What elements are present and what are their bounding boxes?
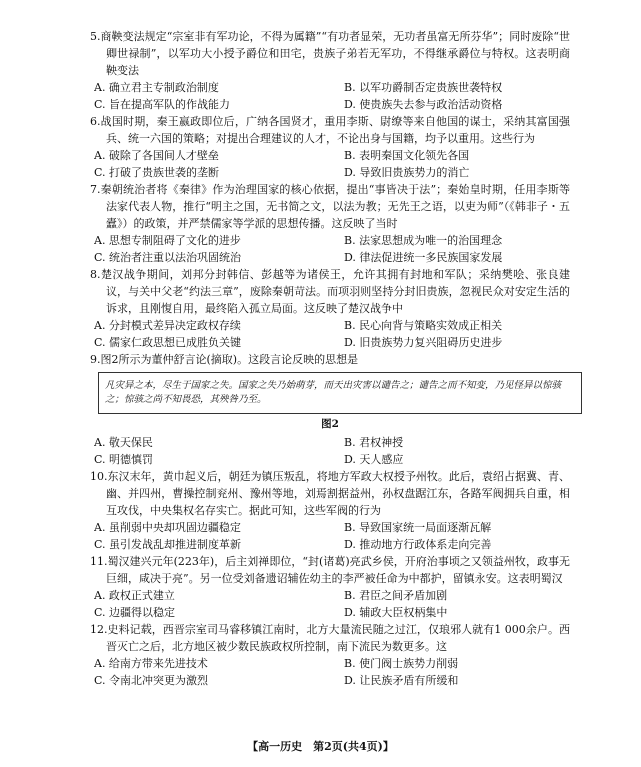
quote-box: 凡灾异之本，尽生于国家之失。国家之失乃始萌芽，而天出灾害以谴告之；谴告之而不知变，乃见怪异以惊骇之；惊骇之尚不知畏恐，其殃咎乃至。 (98, 372, 582, 414)
option-d[interactable]: D. 让民族矛盾有所缓和 (344, 674, 459, 687)
options (90, 655, 570, 689)
option-c[interactable]: C. 虽引发战乱却推进制度革新 (94, 538, 242, 551)
option-a[interactable]: A. 确立君主专制政治制度 (94, 81, 219, 94)
question-stem: 9.图2所示为董仲舒言论(摘取)。这段言论反映的思想是 (90, 353, 359, 366)
option-a[interactable]: A. 思想专制阻碍了文化的进步 (94, 234, 241, 247)
option-d[interactable]: D. 天人感应 (344, 453, 404, 466)
option-a[interactable]: A. 虽削弱中央却巩固边疆稳定 (94, 521, 241, 534)
option-d[interactable]: D. 辅政大臣权柄集中 (344, 606, 448, 619)
question-9 (90, 351, 570, 468)
option-d[interactable]: D. 旧贵族势力复兴阻碍历史进步 (344, 336, 503, 349)
option-c[interactable]: C. 明德慎罚 (94, 453, 154, 466)
option-d[interactable]: D. 使贵族失去参与政治活动资格 (344, 98, 503, 111)
question-stem: 5.商鞅变法规定“宗室非有军功论，不得为属籍”“有功者显荣，无功者虽富无所芬华”；同时废除“世卿世禄制”，以军功大小授予爵位和田宅，贵族子弟若无军功，不得继承爵位与特权。这表明商鞅变法 (90, 30, 570, 77)
question-12 (90, 621, 570, 689)
option-b[interactable]: B. 导致国家统一局面逐渐瓦解 (344, 521, 492, 534)
question-6 (90, 113, 570, 181)
option-c[interactable]: C. 令南北冲突更为激烈 (94, 674, 209, 687)
options (90, 147, 570, 181)
question-stem: 11.蜀汉建兴元年(223年)，后主刘禅即位，“封(诸葛)亮武乡侯，开府治事顷之又领益州牧，政事无巨细，咸决于亮”。另一位受刘备遗诏辅佐幼主的李严被任命为中都护，留镇永安。这表明蜀汉 (90, 555, 570, 585)
question-7 (90, 181, 570, 266)
option-b[interactable]: B. 民心向背与策略实效成正相关 (344, 319, 503, 332)
options (90, 79, 570, 113)
option-a[interactable]: A. 给南方带来先进技术 (94, 657, 208, 670)
option-a[interactable]: A. 敬天保民 (94, 436, 153, 449)
question-5 (90, 28, 570, 113)
option-d[interactable]: D. 推动地方行政体系走向完善 (344, 538, 492, 551)
question-stem: 12.史料记载，西晋宗室司马睿移镇江南时，北方大量流民随之过江，仅琅邪人就有1 000余户。西晋灭亡之后，北方地区被少数民族政权所控制，南下流民为数更多。这 (90, 623, 570, 653)
question-stem: 10.东汉末年，黄巾起义后，朝廷为镇压叛乱，将地方军政大权授予州牧。此后，袁绍占据冀、青、幽、并四州，曹操控制兖州、豫州等地，刘焉割据益州，孙权盘踞江东，各路军阀拥兵自重，相互攻伐，中央集权名存实亡。据此可知，这些军阀的行为 (90, 470, 570, 517)
option-d[interactable]: D. 导致旧贵族势力的消亡 (344, 166, 470, 179)
option-a[interactable]: A. 破除了各国间人才壁垒 (94, 149, 219, 162)
option-c[interactable]: C. 边疆得以稳定 (94, 606, 176, 619)
option-b[interactable]: B. 君权神授 (344, 436, 404, 449)
question-stem: 8.楚汉战争期间，刘邦分封韩信、彭越等为诸侯王，允许其拥有封地和军队；采纳樊哙、张良建议，与关中父老“约法三章”，废除秦朝苛法。而项羽则坚持分封旧贵族，忽视民众对安定生活的诉求，且刚愎自用，最终陷入孤立局面。这反映了楚汉战争中 (90, 268, 570, 315)
option-a[interactable]: A. 分封模式差异决定政权存续 (94, 319, 241, 332)
option-b[interactable]: B. 表明秦国文化领先各国 (344, 149, 470, 162)
options (90, 587, 570, 621)
options (90, 434, 570, 468)
option-c[interactable]: C. 统治者注重以法治巩固统治 (94, 251, 242, 264)
question-8 (90, 266, 570, 351)
option-c[interactable]: C. 打破了贵族世袭的垄断 (94, 166, 220, 179)
option-a[interactable]: A. 政权正式建立 (94, 589, 175, 602)
question-list (90, 28, 570, 689)
option-c[interactable]: C. 旨在提高军队的作战能力 (94, 98, 231, 111)
question-11 (90, 553, 570, 621)
options (90, 519, 570, 553)
question-stem: 7.秦朝统治者将《秦律》作为治理国家的核心依据，提出“事皆决于法”；秦始皇时期，任用李斯等法家代表人物，推行“明主之国，无书简之文，以法为教；无先王之语，以吏为师”（《韩非子・五蠹》）的政策，并严禁儒家等学派的思想传播。这反映了当时 (90, 183, 570, 230)
options (90, 232, 570, 266)
option-b[interactable]: B. 使门阀士族势力削弱 (344, 657, 459, 670)
option-d[interactable]: D. 律法促进统一多民族国家发展 (344, 251, 503, 264)
question-10 (90, 468, 570, 553)
page-footer: 【高一历史 第2页(共4页)】 (247, 740, 394, 753)
option-b[interactable]: B. 法家思想成为唯一的治国理念 (344, 234, 503, 247)
question-stem: 6.战国时期，秦王嬴政即位后，广纳各国贤才，重用李斯、尉缭等来自他国的谋士，采纳其富国强兵、统一六国的策略；对提出合理建议的人才，不论出身与国籍，均予以重用。这些行为 (90, 115, 570, 145)
option-c[interactable]: C. 儒家仁政思想已成胜负关键 (94, 336, 242, 349)
option-b[interactable]: B. 君臣之间矛盾加剧 (344, 589, 448, 602)
option-b[interactable]: B. 以军功爵制否定贵族世袭特权 (344, 81, 503, 94)
figure-caption: 图2 (321, 418, 339, 430)
options (90, 317, 570, 351)
